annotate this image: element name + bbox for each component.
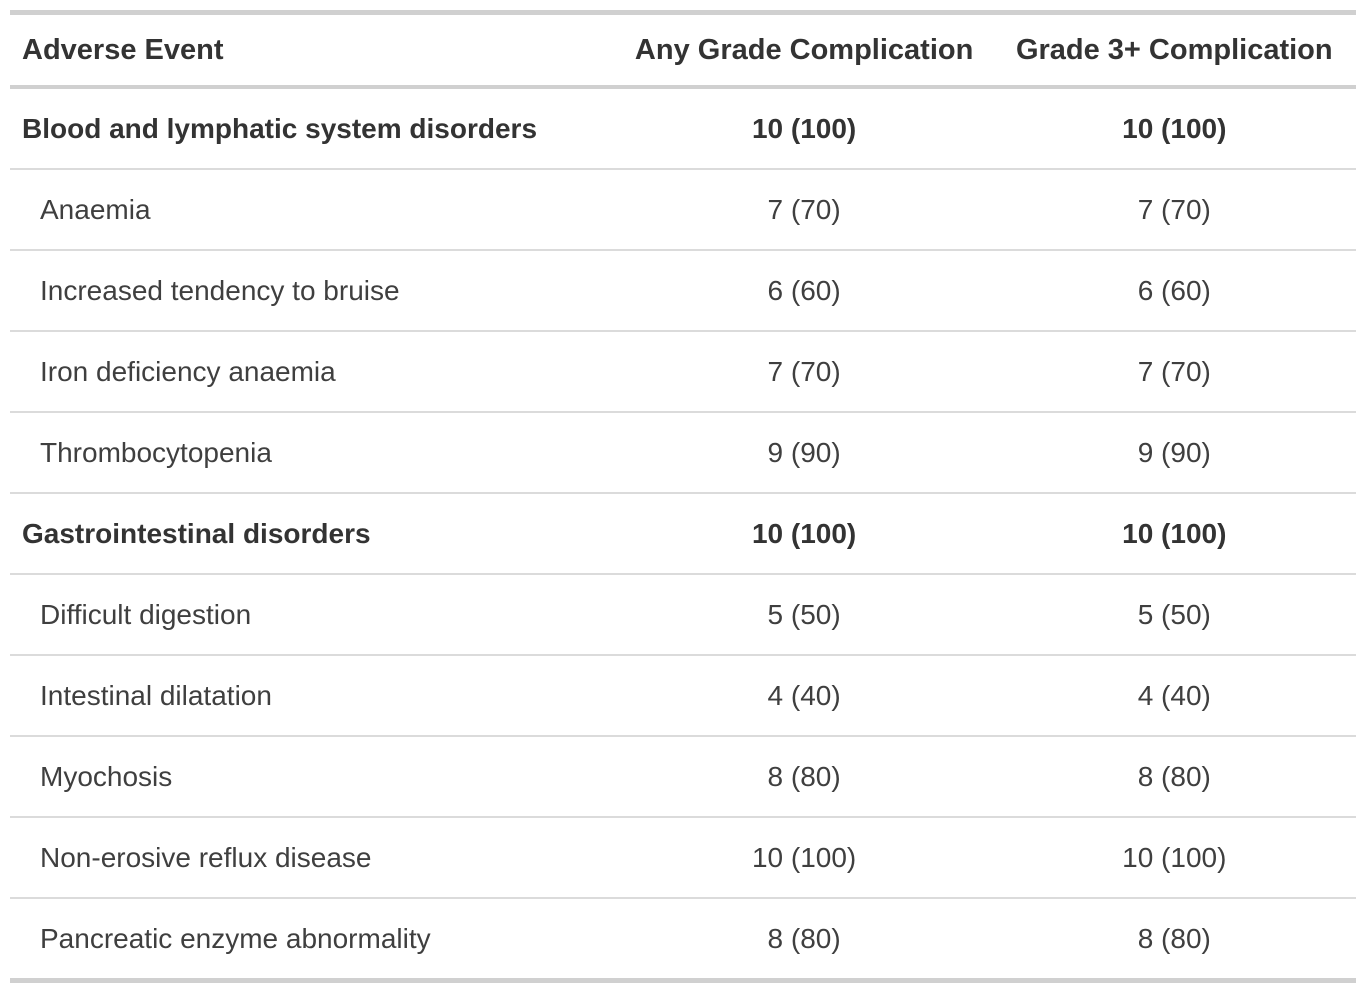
table-row — [10, 412, 1356, 493]
table-row — [10, 169, 1356, 250]
header-row — [10, 13, 1356, 88]
grade3-value-cell: 7 (70) — [993, 169, 1356, 250]
table-row — [10, 898, 1356, 981]
grade3-value-cell: 5 (50) — [993, 574, 1356, 655]
table-body — [10, 87, 1356, 981]
adverse-event-cell: Increased tendency to bruise — [10, 250, 616, 331]
adverse-event-cell: Difficult digestion — [10, 574, 616, 655]
adverse-event-cell: Non-erosive reflux disease — [10, 817, 616, 898]
grade3-value-cell: 7 (70) — [993, 331, 1356, 412]
any-grade-value-cell: 7 (70) — [616, 169, 993, 250]
adverse-event-cell: Myochosis — [10, 736, 616, 817]
adverse-event-cell: Blood and lymphatic system disorders — [10, 87, 616, 169]
grade3-value-cell: 10 (100) — [993, 493, 1356, 574]
grade3-value-cell: 10 (100) — [993, 87, 1356, 169]
any-grade-value-cell: 8 (80) — [616, 898, 993, 981]
any-grade-value-cell: 7 (70) — [616, 331, 993, 412]
any-grade-value-cell: 10 (100) — [616, 817, 993, 898]
column-header-grade3-complication: Grade 3+ Complication — [993, 13, 1356, 88]
table-row — [10, 817, 1356, 898]
adverse-events-table — [10, 10, 1356, 983]
adverse-event-cell: Iron deficiency anaemia — [10, 331, 616, 412]
table-header — [10, 13, 1356, 88]
any-grade-value-cell: 10 (100) — [616, 87, 993, 169]
column-header-adverse-event: Adverse Event — [10, 13, 616, 88]
any-grade-value-cell: 9 (90) — [616, 412, 993, 493]
grade3-value-cell: 10 (100) — [993, 817, 1356, 898]
table-row — [10, 493, 1356, 574]
grade3-value-cell: 8 (80) — [993, 736, 1356, 817]
adverse-event-cell: Anaemia — [10, 169, 616, 250]
table-row — [10, 331, 1356, 412]
adverse-event-cell: Gastrointestinal disorders — [10, 493, 616, 574]
table-row — [10, 87, 1356, 169]
any-grade-value-cell: 10 (100) — [616, 493, 993, 574]
table-row — [10, 655, 1356, 736]
adverse-event-cell: Pancreatic enzyme abnormality — [10, 898, 616, 981]
any-grade-value-cell: 6 (60) — [616, 250, 993, 331]
adverse-event-cell: Thrombocytopenia — [10, 412, 616, 493]
grade3-value-cell: 6 (60) — [993, 250, 1356, 331]
table-row — [10, 736, 1356, 817]
grade3-value-cell: 8 (80) — [993, 898, 1356, 981]
any-grade-value-cell: 4 (40) — [616, 655, 993, 736]
grade3-value-cell: 4 (40) — [993, 655, 1356, 736]
table-row — [10, 250, 1356, 331]
any-grade-value-cell: 5 (50) — [616, 574, 993, 655]
adverse-event-cell: Intestinal dilatation — [10, 655, 616, 736]
column-header-any-grade-complication: Any Grade Complication — [616, 13, 993, 88]
grade3-value-cell: 9 (90) — [993, 412, 1356, 493]
any-grade-value-cell: 8 (80) — [616, 736, 993, 817]
table-row — [10, 574, 1356, 655]
